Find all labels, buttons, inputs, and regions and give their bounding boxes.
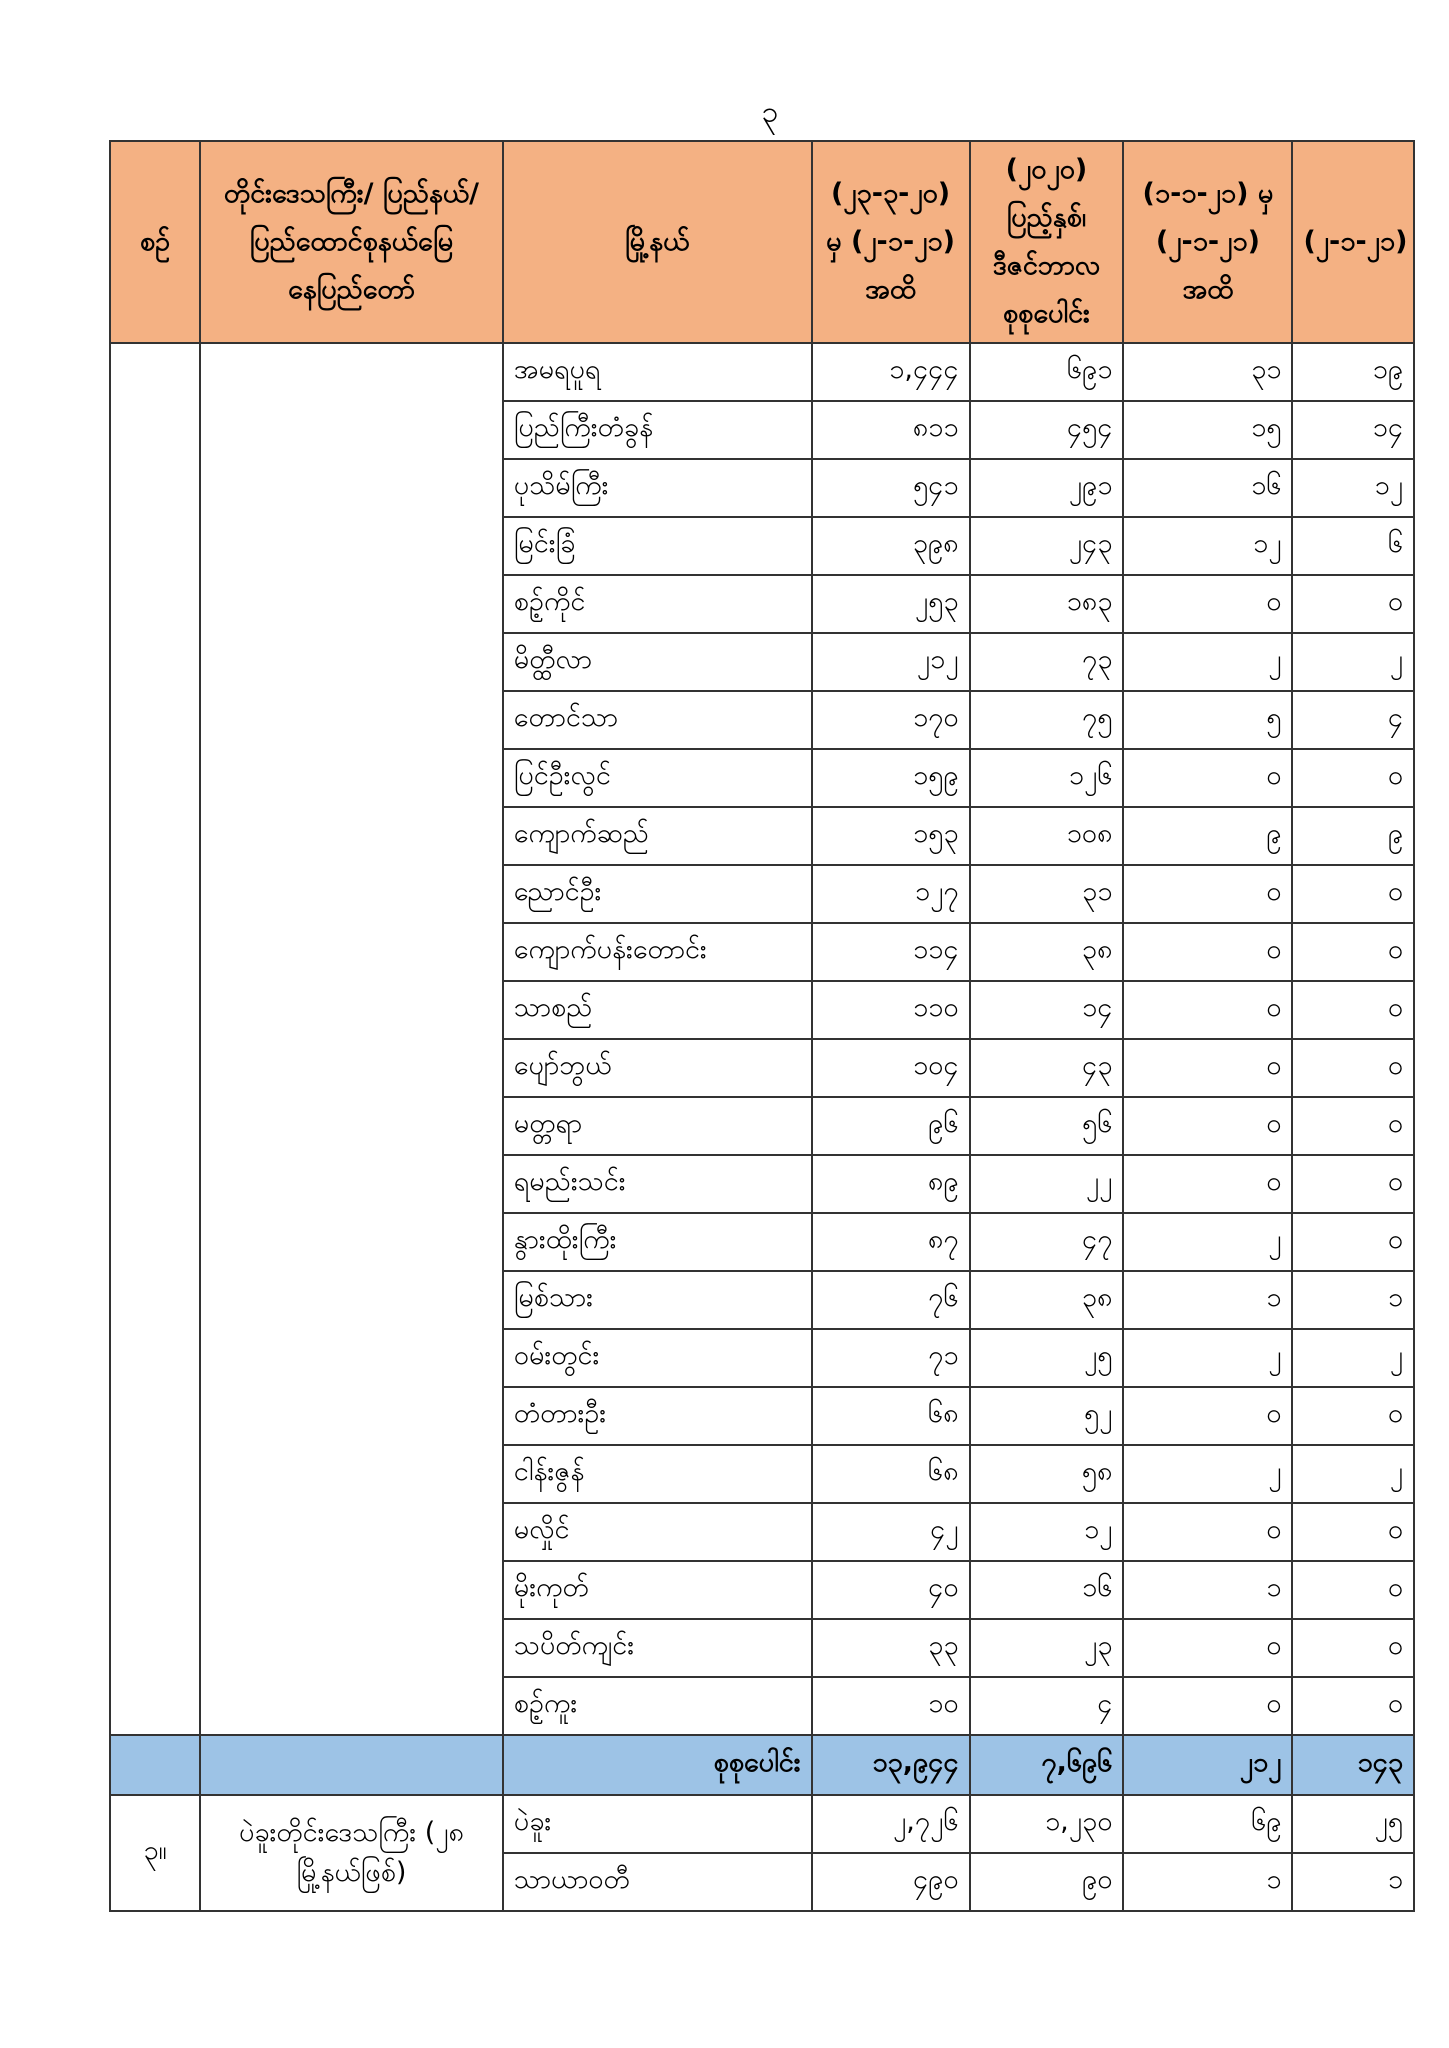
value-cell: ၁၂ — [1123, 517, 1292, 575]
total-label: စုစုပေါင်း — [503, 1735, 812, 1795]
value-cell: ၀ — [1292, 923, 1414, 981]
page-number: ၃ — [761, 95, 779, 130]
township-cell: မြစ်သား — [503, 1271, 812, 1329]
value-cell: ၀ — [1292, 749, 1414, 807]
total-value-cell: ၁၃,၉၄၄ — [812, 1735, 970, 1795]
value-cell: ၁၀၄ — [812, 1039, 970, 1097]
value-cell: ၂၄၃ — [970, 517, 1124, 575]
value-cell: ၃၈ — [970, 1271, 1124, 1329]
value-cell: ၅၆ — [970, 1097, 1124, 1155]
region-cell: ပဲခူးတိုင်းဒေသကြီး (၂၈ မြို့နယ်ဖြစ်) — [200, 1795, 503, 1911]
value-cell: ၂၂ — [970, 1155, 1124, 1213]
header-january: (၁-၁-၂၁) မှ (၂-၁-၂၁) အထိ — [1123, 141, 1292, 343]
value-cell: ၁၇၀ — [812, 691, 970, 749]
value-cell: ၀ — [1123, 749, 1292, 807]
township-cell: သာစည် — [503, 981, 812, 1039]
value-cell: ၁,၄၄၄ — [812, 343, 970, 401]
township-cell: တောင်သာ — [503, 691, 812, 749]
value-cell: ၅၄၁ — [812, 459, 970, 517]
township-cell: အမရပူရ — [503, 343, 812, 401]
township-cell: ကျောက်ဆည် — [503, 807, 812, 865]
value-cell: ၆၉၁ — [970, 343, 1124, 401]
total-region-cell — [200, 1735, 503, 1795]
value-cell: ၁၁၄ — [812, 923, 970, 981]
value-cell: ၁၁၀ — [812, 981, 970, 1039]
value-cell: ၁၀၈ — [970, 807, 1124, 865]
value-cell: ၂၅၃ — [812, 575, 970, 633]
township-cell: ငါန်းဇွန် — [503, 1445, 812, 1503]
value-cell: ၀ — [1123, 575, 1292, 633]
value-cell: ၉ — [1292, 807, 1414, 865]
value-cell: ၅ — [1123, 691, 1292, 749]
township-cell: ဝမ်းတွင်း — [503, 1329, 812, 1387]
serial-cell-merged — [110, 343, 200, 1735]
value-cell: ၀ — [1123, 923, 1292, 981]
value-cell: ၂၃ — [970, 1619, 1124, 1677]
value-cell: ၀ — [1292, 1039, 1414, 1097]
value-cell: ၆၉ — [1123, 1795, 1292, 1853]
value-cell: ၂၅ — [970, 1329, 1124, 1387]
header-township: မြို့နယ် — [503, 141, 812, 343]
header-cumulative: (၂၃-၃-၂၀) မှ (၂-၁-၂၁) အထိ — [812, 141, 970, 343]
table-row — [110, 343, 1414, 401]
value-cell: ၁ — [1123, 1271, 1292, 1329]
header-december-total: (၂၀၂၀) ပြည့်နှစ်၊ ဒီဇင်ဘာလ စုစုပေါင်း — [970, 141, 1124, 343]
value-cell: ၂၉၁ — [970, 459, 1124, 517]
value-cell: ၂ — [1292, 1329, 1414, 1387]
value-cell: ၄၉၀ — [812, 1853, 970, 1911]
township-cell: နွားထိုးကြီး — [503, 1213, 812, 1271]
value-cell: ၄၀ — [812, 1561, 970, 1619]
value-cell: ၈၇ — [812, 1213, 970, 1271]
value-cell: ၁၅ — [1123, 401, 1292, 459]
value-cell: ၀ — [1292, 1387, 1414, 1445]
value-cell: ၀ — [1123, 1039, 1292, 1097]
value-cell: ၇၆ — [812, 1271, 970, 1329]
total-serial-cell — [110, 1735, 200, 1795]
value-cell: ၁ — [1123, 1853, 1292, 1911]
value-cell: ၈၉ — [812, 1155, 970, 1213]
value-cell: ၀ — [1292, 981, 1414, 1039]
value-cell: ၀ — [1292, 1097, 1414, 1155]
value-cell: ၀ — [1123, 865, 1292, 923]
value-cell: ၀ — [1123, 1619, 1292, 1677]
value-cell: ၄ — [970, 1677, 1124, 1735]
value-cell: ၅၂ — [970, 1387, 1124, 1445]
value-cell: ၁၂၇ — [812, 865, 970, 923]
value-cell: ၁၅၉ — [812, 749, 970, 807]
township-cell: မလှိုင် — [503, 1503, 812, 1561]
value-cell: ၂၅ — [1292, 1795, 1414, 1853]
value-cell: ၀ — [1292, 1503, 1414, 1561]
value-cell: ၁၅၃ — [812, 807, 970, 865]
township-cell: တံတားဦး — [503, 1387, 812, 1445]
value-cell: ၁၄ — [1292, 401, 1414, 459]
township-cell: ပဲခူး — [503, 1795, 812, 1853]
value-cell: ၀ — [1123, 1097, 1292, 1155]
value-cell: ၂ — [1292, 1445, 1414, 1503]
value-cell: ၁၆ — [970, 1561, 1124, 1619]
township-cell: ပုသိမ်ကြီး — [503, 459, 812, 517]
value-cell: ၇၁ — [812, 1329, 970, 1387]
township-cell: ရမည်းသင်း — [503, 1155, 812, 1213]
total-row — [110, 1735, 1414, 1795]
value-cell: ၀ — [1123, 1503, 1292, 1561]
value-cell: ၄၅၄ — [970, 401, 1124, 459]
value-cell: ၀ — [1292, 575, 1414, 633]
value-cell: ၀ — [1123, 1677, 1292, 1735]
value-cell: ၁၂၆ — [970, 749, 1124, 807]
township-cell: မြင်းခြံ — [503, 517, 812, 575]
value-cell: ၁၉ — [1292, 343, 1414, 401]
header-serial: စဉ် — [110, 141, 200, 343]
value-cell: ၁၂ — [970, 1503, 1124, 1561]
value-cell: ၁ — [1292, 1271, 1414, 1329]
value-cell: ၂ — [1292, 633, 1414, 691]
value-cell: ၃၁ — [970, 865, 1124, 923]
value-cell: ၀ — [1292, 1561, 1414, 1619]
table-row — [110, 1795, 1414, 1853]
value-cell: ၉ — [1123, 807, 1292, 865]
value-cell: ၃၉၈ — [812, 517, 970, 575]
value-cell: ၃၁ — [1123, 343, 1292, 401]
township-cell: မိုးကုတ် — [503, 1561, 812, 1619]
township-cell: မိတ္ထီလာ — [503, 633, 812, 691]
township-cell: ပျော်ဘွယ် — [503, 1039, 812, 1097]
value-cell: ၀ — [1292, 1213, 1414, 1271]
township-cell: စဉ့်ကူး — [503, 1677, 812, 1735]
value-cell: ၀ — [1292, 1619, 1414, 1677]
value-cell: ၁၆ — [1123, 459, 1292, 517]
value-cell: ၁၀ — [812, 1677, 970, 1735]
value-cell: ၆၈ — [812, 1387, 970, 1445]
value-cell: ၀ — [1292, 1155, 1414, 1213]
township-cell: ကျောက်ပန်းတောင်း — [503, 923, 812, 981]
value-cell: ၁၂ — [1292, 459, 1414, 517]
value-cell: ၈၁၁ — [812, 401, 970, 459]
value-cell: ၃၃ — [812, 1619, 970, 1677]
value-cell: ၃၈ — [970, 923, 1124, 981]
value-cell: ၂ — [1123, 1213, 1292, 1271]
township-cell: ပြင်ဦးလွင် — [503, 749, 812, 807]
value-cell: ၇၃ — [970, 633, 1124, 691]
value-cell: ၂ — [1123, 633, 1292, 691]
value-cell: ၆ — [1292, 517, 1414, 575]
covid-cases-table — [109, 140, 1415, 1912]
value-cell: ၀ — [1123, 981, 1292, 1039]
value-cell: ၄၃ — [970, 1039, 1124, 1097]
header-region: တိုင်းဒေသကြီး/ ပြည်နယ်/ ပြည်ထောင်စုနယ်မြေ နေပြည်တော် — [200, 141, 503, 343]
value-cell: ၂ — [1123, 1445, 1292, 1503]
region-cell-merged — [200, 343, 503, 1735]
value-cell: ၂,၇၂၆ — [812, 1795, 970, 1853]
value-cell: ၁ — [1123, 1561, 1292, 1619]
total-value-cell: ၁၄၃ — [1292, 1735, 1414, 1795]
value-cell: ၁,၂၃၀ — [970, 1795, 1124, 1853]
value-cell: ၀ — [1123, 1387, 1292, 1445]
value-cell: ၉၆ — [812, 1097, 970, 1155]
township-cell: သာယာဝတီ — [503, 1853, 812, 1911]
value-cell: ၄၇ — [970, 1213, 1124, 1271]
township-cell: ပြည်ကြီးတံခွန် — [503, 401, 812, 459]
value-cell: ၀ — [1292, 1677, 1414, 1735]
value-cell: ၁ — [1292, 1853, 1414, 1911]
serial-cell: ၃။ — [110, 1795, 200, 1911]
value-cell: ၀ — [1292, 865, 1414, 923]
value-cell: ၉၀ — [970, 1853, 1124, 1911]
value-cell: ၁၄ — [970, 981, 1124, 1039]
value-cell: ၄ — [1292, 691, 1414, 749]
township-cell: သပိတ်ကျင်း — [503, 1619, 812, 1677]
value-cell: ၂ — [1123, 1329, 1292, 1387]
township-cell: စဉ့်ကိုင် — [503, 575, 812, 633]
total-value-cell: ၇,၆၉၆ — [970, 1735, 1124, 1795]
value-cell: ၇၅ — [970, 691, 1124, 749]
header-row — [110, 141, 1414, 343]
total-value-cell: ၂၁၂ — [1123, 1735, 1292, 1795]
township-cell: ညောင်ဦး — [503, 865, 812, 923]
value-cell: ၀ — [1123, 1155, 1292, 1213]
value-cell: ၁၈၃ — [970, 575, 1124, 633]
value-cell: ၆၈ — [812, 1445, 970, 1503]
value-cell: ၂၁၂ — [812, 633, 970, 691]
header-daily: (၂-၁-၂၁) — [1292, 141, 1414, 343]
value-cell: ၄၂ — [812, 1503, 970, 1561]
value-cell: ၅၈ — [970, 1445, 1124, 1503]
township-cell: မတ္တရာ — [503, 1097, 812, 1155]
